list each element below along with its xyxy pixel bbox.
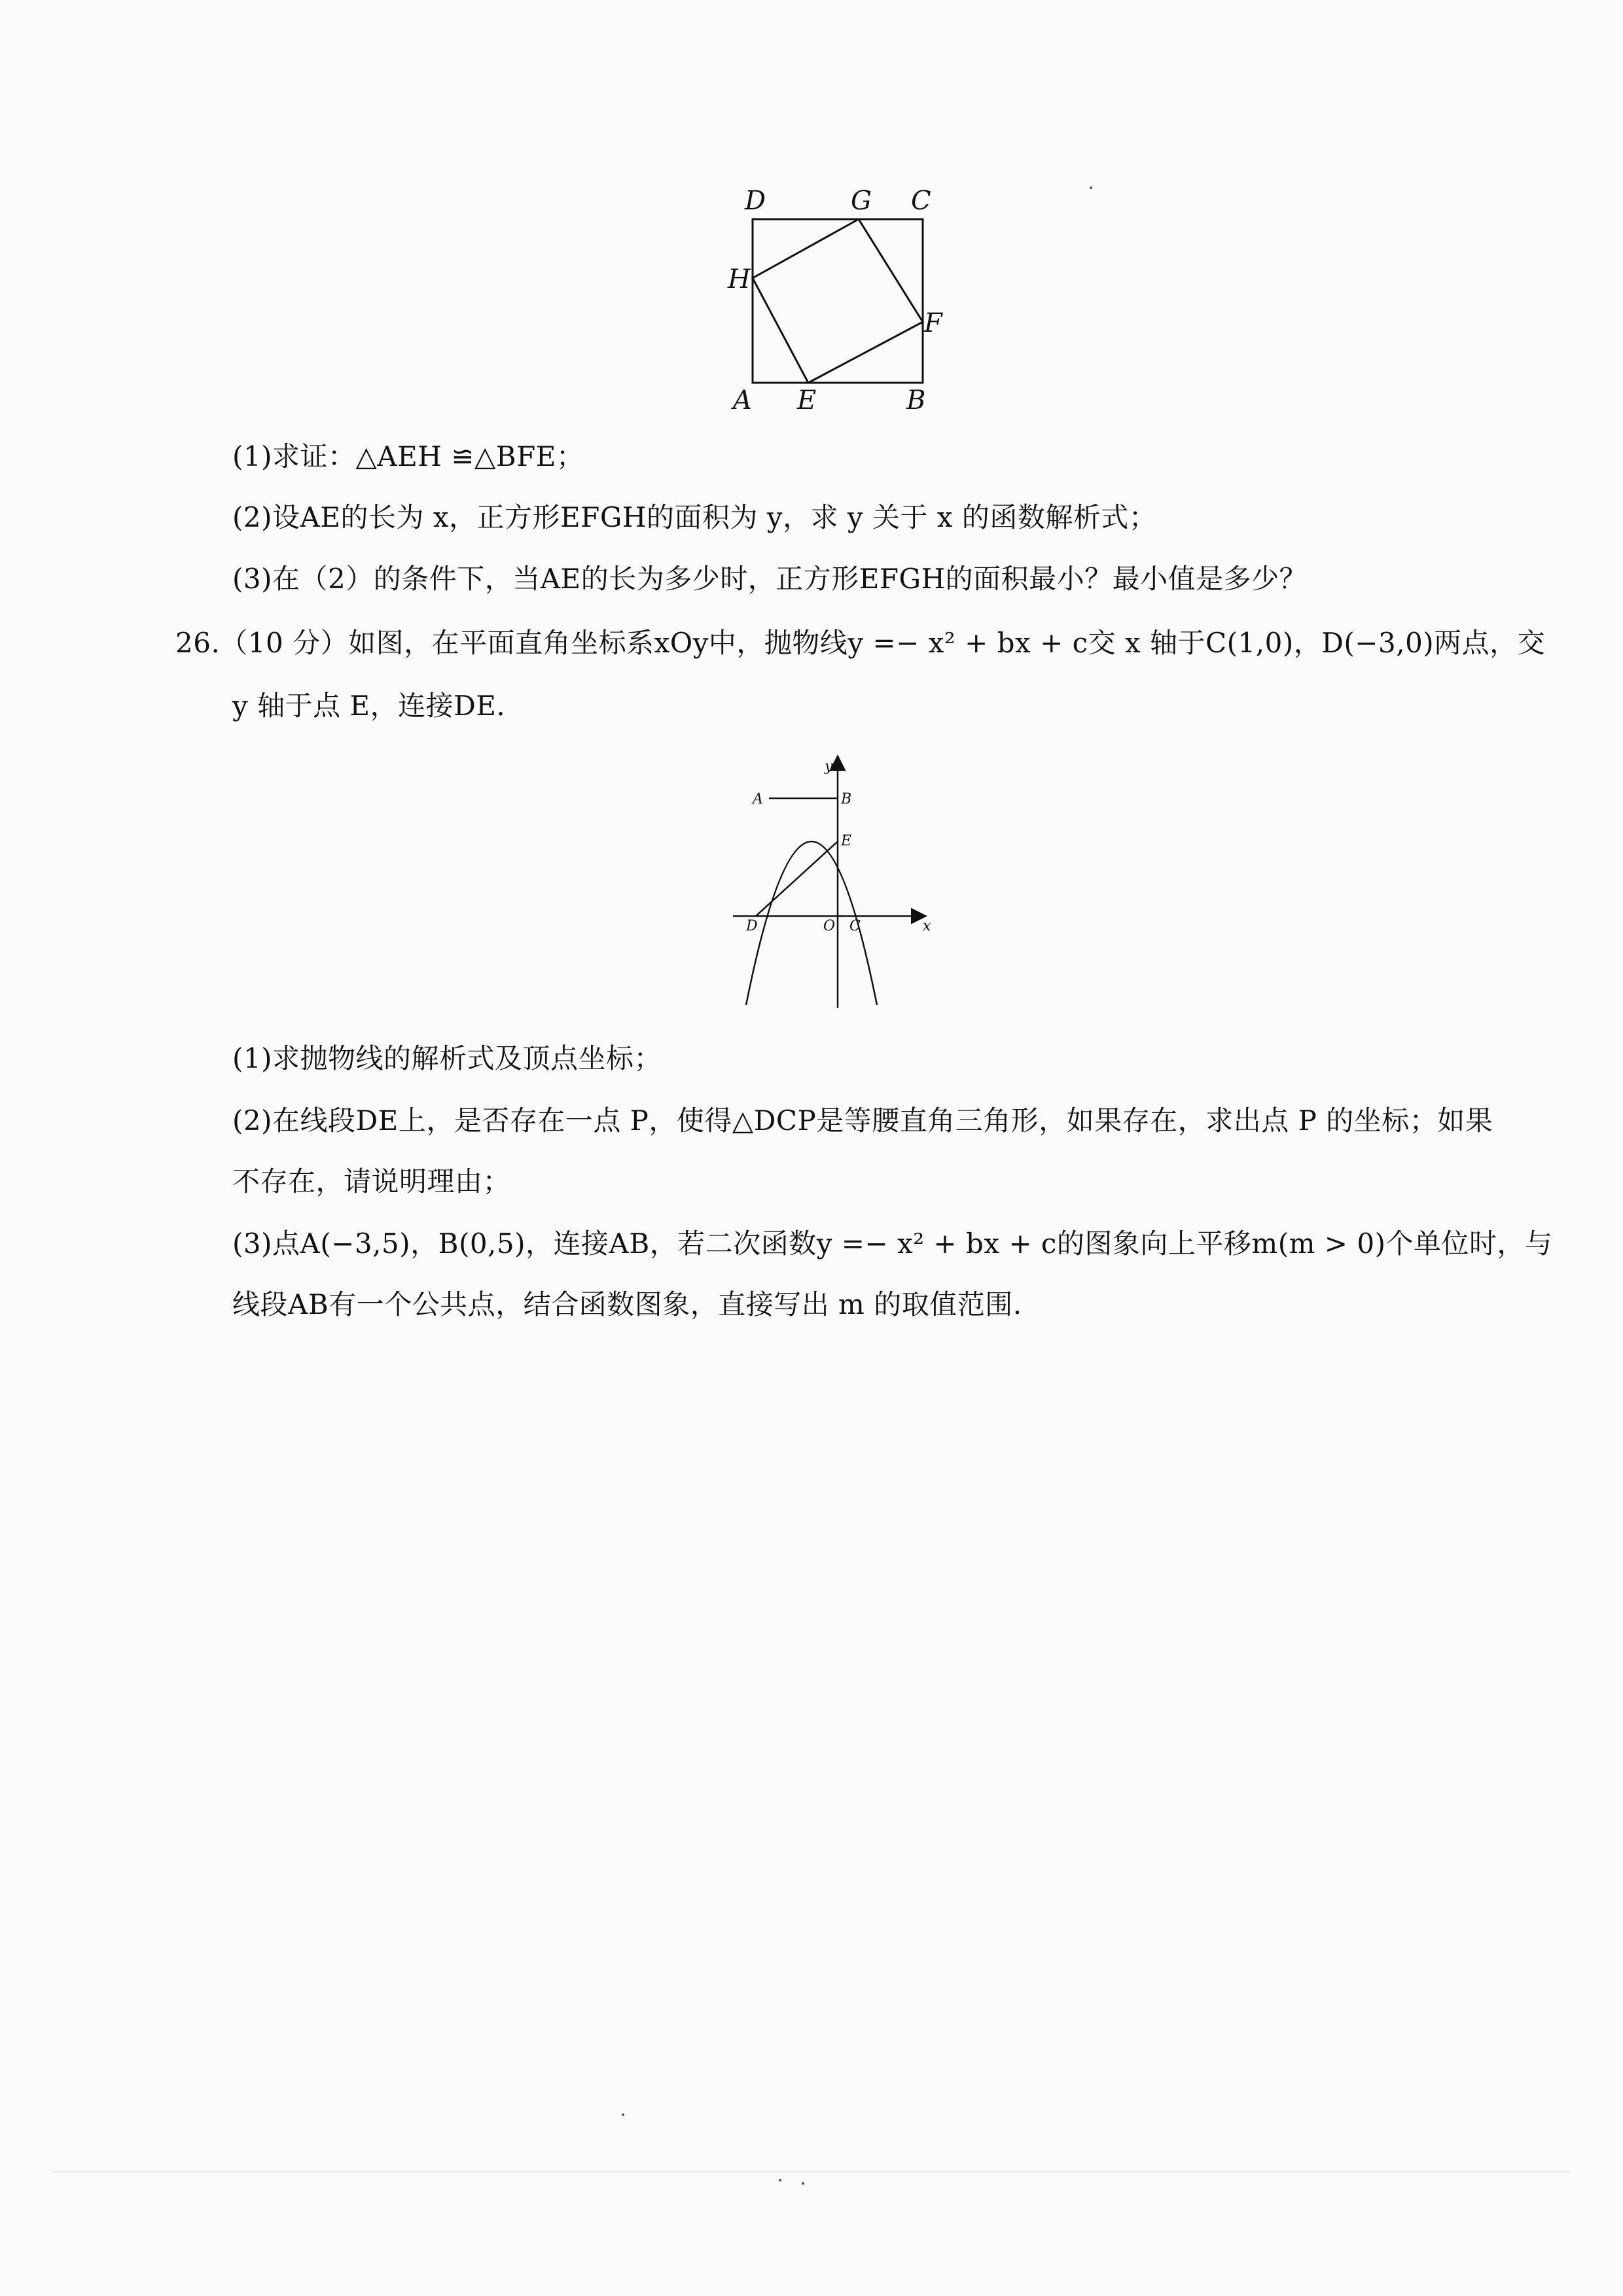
q26-part3-line2: 线段AB有一个公共点，结合函数图象，直接写出 m 的取值范围. xyxy=(232,1288,1022,1320)
label-y-axis: y xyxy=(825,758,833,775)
label-h: H xyxy=(728,264,751,294)
label-x-axis: x xyxy=(923,918,931,934)
square-efgh xyxy=(753,219,923,383)
label-c: C xyxy=(911,186,931,216)
label-d: D xyxy=(745,186,766,216)
square-figure xyxy=(720,177,955,419)
label-e: E xyxy=(841,833,852,849)
parabola-figure xyxy=(726,752,942,1008)
label-d: D xyxy=(746,918,758,934)
scan-speck xyxy=(622,2113,624,2116)
label-e: E xyxy=(797,385,817,415)
segment-de xyxy=(756,841,838,916)
scan-edge-line xyxy=(52,2171,1571,2172)
square-abcd xyxy=(753,219,923,383)
q25-part1: (1)求证：△AEH ≌△BFE； xyxy=(232,440,584,472)
label-a: A xyxy=(753,791,763,807)
q25-part3: (3)在（2）的条件下，当AE的长为多少时，正方形EFGH的面积最小？最小值是多少？ xyxy=(232,563,1308,595)
label-f: F xyxy=(924,308,942,338)
label-o: O xyxy=(823,918,836,934)
scan-speck xyxy=(802,2182,804,2185)
label-a: A xyxy=(733,385,752,415)
label-g: G xyxy=(851,186,872,216)
scan-speck xyxy=(779,2179,781,2181)
q26-stem-line2: y 轴于点 E，连接DE. xyxy=(232,690,506,722)
q26-part2-line2: 不存在，请说明理由； xyxy=(232,1165,511,1197)
scan-speck xyxy=(1090,186,1092,189)
q26-part2-line1: (2)在线段DE上，是否存在一点 P，使得△DCP是等腰直角三角形，如果存在，求出点 P 的坐标；如果 xyxy=(232,1104,1493,1137)
label-b: B xyxy=(906,385,926,415)
q25-part2: (2)设AE的长为 x，正方形EFGH的面积为 y，求 y 关于 x 的函数解析式； xyxy=(232,501,1157,533)
q26-stem-line1: 26.（10 分）如图，在平面直角坐标系xOy中，抛物线y =− x² + bx + c交 x 轴于C(1,0)，D(−3,0)两点，交 xyxy=(175,627,1546,659)
q26-part1: (1)求抛物线的解析式及顶点坐标； xyxy=(232,1042,662,1074)
label-c: C xyxy=(849,918,861,934)
label-b: B xyxy=(841,791,852,807)
q26-part3-line1: (3)点A(−3,5)，B(0,5)，连接AB，若二次函数y =− x² + bx + c的图象向上平移m(m > 0)个单位时，与 xyxy=(232,1227,1553,1260)
